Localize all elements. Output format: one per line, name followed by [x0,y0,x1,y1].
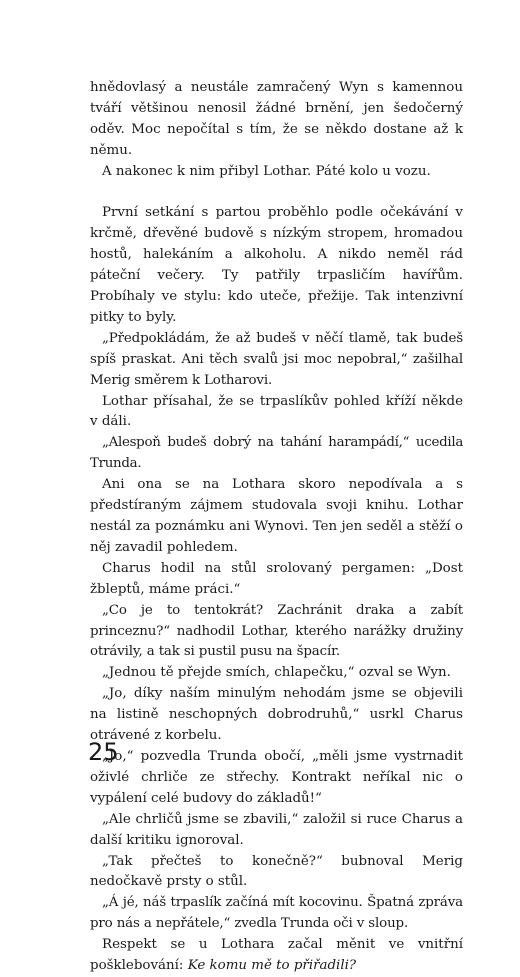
paragraph: „Jednou tě přejde smích, chlapečku,“ ozval se Wyn. [102,665,451,681]
paragraph: hnědovlasý a neustále zamračený Wyn s kamennou tváří většinou nenosil žádné brnění, jen šedočerný oděv. Moc nepočítal s tím, že se někdo dostane až k němu. [90,80,463,158]
paragraph: „Alespoň budeš dobrý na tahání harampádí,“ ucedila Trunda. [90,435,463,472]
paragraph: A nakonec k nim přibyl Lothar. Páté kolo u vozu. [102,163,431,179]
paragraph: „Co je to tentokrát? Zachránit draka a zabít princeznu?“ nadhodil Lothar, kterého narážky družiny otrávily, a tak si pustil pusu na špacír. [90,602,463,660]
paragraph: „Předpokládám, že až budeš v něčí tlamě, tak budeš spíš praskat. Ani těch svalů jsi moc nepobral,“ zašilhal Merig směrem k Lotharovi. [90,330,463,388]
paragraph: „Jo, díky naším minulým nehodám jsme se objevili na listině neschopných dobrodruhů,“ usrkl Charus otrávené z korbelu. [90,686,463,744]
paragraph-last [90,935,463,977]
paragraph: „Ale chrličů jsme se zbavili,“ založil si ruce Charus a další kritiku ignoroval. [90,811,463,848]
last-paragraph-text: Respekt se u Lothara začal měnit ve vnitřní pošklebování: [90,937,463,974]
paragraph: Lothar přísahal, že se trpaslíkův pohled kříží někde v dáli. [90,393,463,430]
page-number: 25 [88,738,119,766]
paragraph: Ani ona se na Lothara skoro nepodívala a s předstíraným zájmem studovala svoji knihu. Lothar nestál za poznámku ani Wynovi. Ten jen seděl a stěží o něj zavadil pohledem. [90,477,463,555]
body-text [90,78,463,977]
paragraph: Charus hodil na stůl srolovaný pergamen: „Dost žbleptů, máme práci.“ [90,560,463,597]
paragraph: „Á jé, náš trpaslík začíná mít kocovinu. Špatná zpráva pro nás a nepřátele,“ zvedla Trunda oči v sloup. [90,895,463,932]
paragraph: „Tak přečteš to konečně?“ bubnoval Merig nedočkavě prsty o stůl. [90,853,463,890]
paragraph: První setkání s partou proběhlo podle očekávání v krčmě, dřevěné budově s nízkým stropem, hromadou hostů, halekáním a alkoholu. A nikdo neměl rád páteční večery. Ty patřily trpasličím havířům. Probíhaly ve stylu: kdo uteče, přežije. Tak intenzivní pitky to byly. [90,205,463,325]
paragraph: „Jo,“ pozvedla Trunda obočí, „měli jsme vystrnadit oživlé chrliče ze střechy. Kontrakt neříkal nic o vypálení celé budovy do základů!“ [90,748,463,806]
last-paragraph-italic: Ke komu mě to přiřadili? [187,958,357,974]
